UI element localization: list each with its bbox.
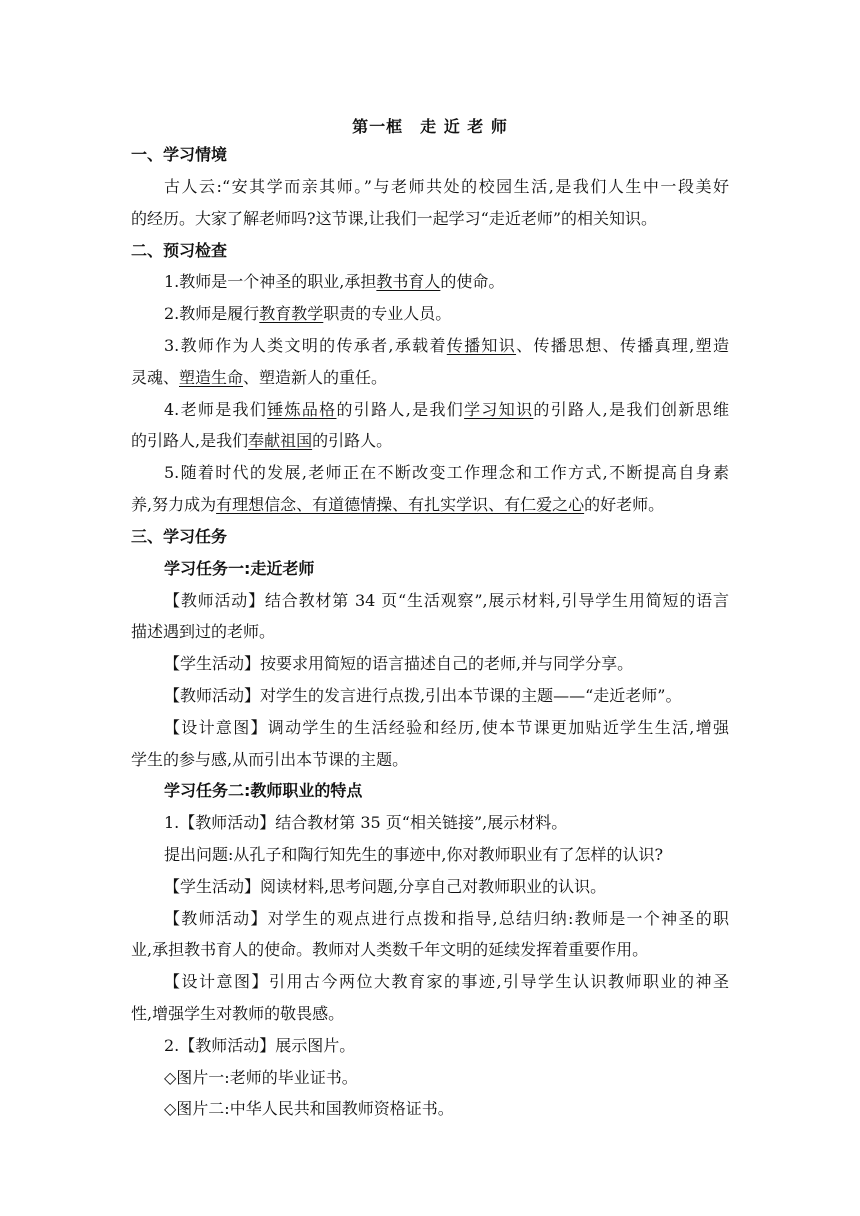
preview-item-4-cont <box>131 430 729 452</box>
preview-item-5-cont <box>131 494 729 516</box>
preview-item-2 <box>164 303 729 325</box>
paragraph-line: 业,承担教书育人的使命。教师对人类数千年文明的延续发挥着重要作用。 <box>131 940 649 959</box>
text: 的引路人,是我们 <box>336 400 465 419</box>
text: 3.教师作为人类文明的传承者,承载着 <box>164 336 447 355</box>
text: 职责的专业人员。 <box>323 304 452 323</box>
paragraph-line: 【学生活动】按要求用简短的语言描述自己的老师,并与同学分享。 <box>164 654 634 673</box>
text: 1.教师是一个神圣的职业,承担 <box>164 272 377 291</box>
text: 灵魂、 <box>131 368 180 387</box>
paragraph-line: 【学生活动】阅读材料,思考问题,分享自己对教师职业的认识。 <box>164 877 607 896</box>
text: 的引路人,是我们创新思维 <box>533 400 729 419</box>
paragraph-line: 性,增强学生对教师的敬畏感。 <box>131 1004 345 1023</box>
answer-underline: 教育教学 <box>259 304 324 323</box>
list-item: ◇图片一:老师的毕业证书。 <box>164 1068 358 1087</box>
task-heading-1: 学习任务一:走近老师 <box>164 559 315 578</box>
text: 、塑造新人的重任。 <box>243 368 388 387</box>
paragraph-line: 提出问题:从孔子和陶行知先生的事迹中,你对教师职业有了怎样的认识? <box>164 845 664 864</box>
lesson-title: 第一框 走 近 老 师 <box>352 117 508 136</box>
answer-underline: 有理想信念、有道德情操、有扎实学识、有仁爱之心 <box>216 495 585 514</box>
paragraph-line: 学生的参与感,从而引出本节课的主题。 <box>131 750 409 769</box>
text: 、传播思想、传播真理,塑造 <box>516 336 729 355</box>
section-heading-2: 二、预习检查 <box>131 241 228 260</box>
answer-underline: 传播知识 <box>446 336 517 355</box>
section-heading-1: 一、学习情境 <box>131 145 228 164</box>
preview-item-4 <box>164 399 729 421</box>
text: 养,努力成为 <box>131 495 217 514</box>
paragraph-line: 描述遇到过的老师。 <box>131 622 276 641</box>
text: 的好老师。 <box>584 495 665 514</box>
section-heading-3: 三、学习任务 <box>131 527 228 546</box>
paragraph-line: 【设计意图】调动学生的生活经验和经历,使本节课更加贴近学生生活,增强 <box>164 718 729 737</box>
paragraph-line: 【教师活动】对学生的观点进行点拨和指导,总结归纳:教师是一个神圣的职 <box>164 909 729 928</box>
paragraph-line: 【设计意图】引用古今两位大教育家的事迹,引导学生认识教师职业的神圣 <box>164 972 729 991</box>
preview-item-3 <box>164 335 729 357</box>
answer-underline: 锤炼品格 <box>267 400 337 419</box>
paragraph-line: 的经历。大家了解老师吗?这节课,让我们一起学习“走近老师”的相关知识。 <box>131 209 658 228</box>
preview-item-5: 5.随着时代的发展,老师正在不断改变工作理念和工作方式,不断提高自身素 <box>164 463 729 482</box>
preview-item-3-cont <box>131 367 729 389</box>
text: 的引路人,是我们 <box>131 431 249 450</box>
text: 2.教师是履行 <box>164 304 260 323</box>
list-item: ◇图片二:中华人民共和国教师资格证书。 <box>164 1099 454 1118</box>
preview-item-1 <box>164 271 729 293</box>
paragraph-line: 古人云:“安其学而亲其师。”与老师共处的校园生活,是我们人生中一段美好 <box>164 177 729 196</box>
text: 4.老师是我们 <box>164 400 268 419</box>
text: 的使命。 <box>440 272 505 291</box>
answer-underline: 奉献祖国 <box>248 431 313 450</box>
text: 的引路人。 <box>312 431 393 450</box>
paragraph-line: 【教师活动】对学生的发言进行点拨,引出本节课的主题——“走近老师”。 <box>164 686 682 705</box>
answer-underline: 学习知识 <box>464 400 534 419</box>
paragraph-line: 1.【教师活动】结合教材第 35 页“相关链接”,展示材料。 <box>164 813 568 832</box>
paragraph-line: 2.【教师活动】展示图片。 <box>164 1036 356 1055</box>
answer-underline: 塑造生命 <box>179 368 244 387</box>
paragraph-line: 【教师活动】结合教材第 34 页“生活观察”,展示材料,引导学生用简短的语言 <box>164 591 729 610</box>
answer-underline: 教书育人 <box>376 272 441 291</box>
task-heading-2: 学习任务二:教师职业的特点 <box>164 781 363 800</box>
